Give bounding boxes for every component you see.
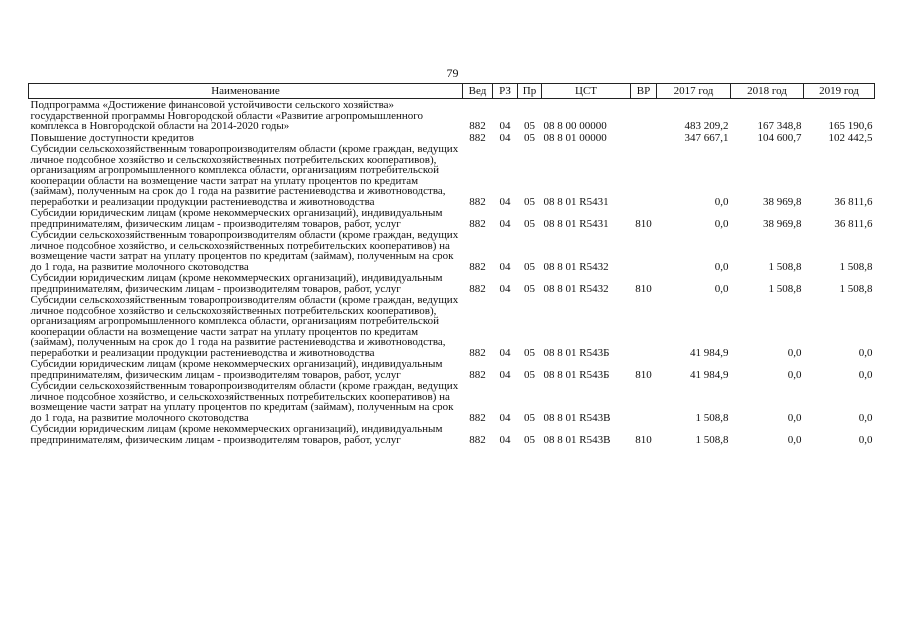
row-rz: 04 xyxy=(499,346,511,359)
header-vr: ВР xyxy=(631,84,657,99)
budget-table xyxy=(28,83,875,445)
row-name: Субсидии юридическим лицам (кроме некоммерческих организаций), индивидуальным предпринимателям, физическим лицам - производителям товаров, работ, услуг xyxy=(30,358,443,381)
row-name: Субсидии сельскохозяйственным товаропроизводителям области (кроме граждан, ведущих личное подсобное хозяйство и сельскохозяйственных потребительских кооперативов), организациям агропромышленного комплекса области, организациям потребительской кооперации области на возмещение части затрат на уплату процентов по кредитам (займам), полученным на срок до 1 года на развитие растениеводства и животноводства, переработки и реализации продукции растениеводства и животноводства xyxy=(30,143,459,208)
row-vr: 810 xyxy=(635,217,652,230)
row-2019: 1 508,8 xyxy=(839,282,873,295)
row-rz: 04 xyxy=(499,195,511,208)
header-2017: 2017 год xyxy=(657,84,731,99)
row-pr: 05 xyxy=(524,368,535,381)
row-ved: 882 xyxy=(469,120,486,132)
row-vr xyxy=(631,380,657,423)
row-2018: 1 508,8 xyxy=(768,282,802,295)
row-2019: 36 811,6 xyxy=(834,217,873,230)
row-rz: 04 xyxy=(499,217,511,230)
row-cst: 08 8 01 00000 xyxy=(543,131,607,144)
row-ved: 882 xyxy=(469,195,486,208)
row-2019: 165 190,6 xyxy=(828,120,873,132)
row-rz: 04 xyxy=(499,260,511,273)
row-ved: 882 xyxy=(469,217,486,230)
header-rz: РЗ xyxy=(493,84,518,99)
row-ved: 882 xyxy=(469,131,486,144)
row-2017: 41 984,9 xyxy=(690,368,729,381)
row-2019: 0,0 xyxy=(858,346,873,359)
row-2019: 0,0 xyxy=(858,433,873,446)
table-row xyxy=(29,99,875,132)
row-2017: 0,0 xyxy=(714,260,729,273)
row-vr xyxy=(631,143,657,207)
row-rz: 04 xyxy=(499,411,511,424)
row-2017: 1 508,8 xyxy=(695,433,729,446)
row-ved: 882 xyxy=(469,260,486,273)
table-row xyxy=(29,229,875,272)
header-pr: Пр xyxy=(518,84,542,99)
row-pr: 05 xyxy=(524,217,535,230)
row-cst: 08 8 01 R5432 xyxy=(543,282,609,295)
row-cst: 08 8 01 R5431 xyxy=(543,195,609,208)
row-cst: 08 8 01 R543В xyxy=(543,433,611,446)
row-ved: 882 xyxy=(469,433,486,446)
row-vr: 810 xyxy=(635,368,652,381)
table-row xyxy=(29,207,875,229)
row-2018: 104 600,7 xyxy=(757,131,802,144)
row-vr xyxy=(631,99,657,132)
row-2017: 0,0 xyxy=(714,195,729,208)
table-row xyxy=(29,272,875,294)
row-2019: 1 508,8 xyxy=(839,260,873,273)
table-row xyxy=(29,380,875,423)
row-cst: 08 8 01 R5432 xyxy=(543,260,609,273)
row-pr: 05 xyxy=(524,120,535,132)
row-2018: 0,0 xyxy=(787,433,802,446)
row-vr: 810 xyxy=(635,433,652,446)
header-name: Наименование xyxy=(29,84,463,99)
row-pr: 05 xyxy=(524,346,535,359)
table-header-row xyxy=(29,84,875,99)
row-pr: 05 xyxy=(524,411,535,424)
table-row xyxy=(29,294,875,358)
row-ved: 882 xyxy=(469,282,486,295)
header-2018: 2018 год xyxy=(731,84,804,99)
row-2019: 0,0 xyxy=(858,411,873,424)
row-rz: 04 xyxy=(499,282,511,295)
row-pr: 05 xyxy=(524,433,535,446)
row-2017: 483 209,2 xyxy=(684,120,729,132)
row-name: Повышение доступности кредитов xyxy=(30,131,194,144)
row-rz: 04 xyxy=(499,120,511,132)
row-2019: 36 811,6 xyxy=(834,195,873,208)
row-2019: 102 442,5 xyxy=(828,131,873,144)
row-ved: 882 xyxy=(469,346,486,359)
row-rz: 04 xyxy=(499,131,511,144)
row-2017: 0,0 xyxy=(714,217,729,230)
row-2018: 0,0 xyxy=(787,368,802,381)
row-ved: 882 xyxy=(469,368,486,381)
row-vr xyxy=(631,229,657,272)
row-pr: 05 xyxy=(524,131,535,144)
row-name: Субсидии сельскохозяйственным товаропроизводителям области (кроме граждан, ведущих личное подсобное хозяйство, и сельскохозяйственных потребительских кооперативов) на возмещение части затрат на уплату процентов по кредитам (займам), полученным на срок до 1 года, на развитие молочного скотоводства xyxy=(30,229,459,273)
page-number: 79 xyxy=(446,66,459,80)
row-cst: 08 8 01 R5431 xyxy=(543,217,609,230)
row-2018: 0,0 xyxy=(787,346,802,359)
table-row xyxy=(29,423,875,445)
header-2019: 2019 год xyxy=(804,84,875,99)
row-2017: 41 984,9 xyxy=(690,346,729,359)
row-pr: 05 xyxy=(524,260,535,273)
row-2019: 0,0 xyxy=(858,368,873,381)
row-rz: 04 xyxy=(499,433,511,446)
row-2017: 347 667,1 xyxy=(684,131,729,144)
table-row xyxy=(29,132,875,144)
row-name: Субсидии юридическим лицам (кроме некоммерческих организаций), индивидуальным предпринимателям, физическим лицам - производителям товаров, работ, услуг xyxy=(30,272,443,295)
row-cst: 08 8 01 R543Б xyxy=(543,368,610,381)
table-row xyxy=(29,143,875,207)
row-cst: 08 8 01 R543Б xyxy=(543,346,610,359)
row-name: Субсидии сельскохозяйственным товаропроизводителям области (кроме граждан, ведущих личное подсобное хозяйство и сельскохозяйственных потребительских кооперативов), организациям агропромышленного комплекса области, организациям потребительской кооперации области на возмещение части затрат на уплату процентов по кредитам (займам), полученным на срок до 1 года на развитие растениеводства и животноводства, переработки и реализации продукции растениеводства и животноводства xyxy=(30,294,459,359)
row-vr: 810 xyxy=(635,282,652,295)
row-name: Субсидии сельскохозяйственным товаропроизводителям области (кроме граждан, ведущих личное подсобное хозяйство, и сельскохозяйственных потребительских кооперативов) на возмещение части затрат на уплату процентов по кредитам (займам), полученным на срок до 1 года, на развитие молочного скотоводства xyxy=(30,380,459,424)
table-row xyxy=(29,358,875,380)
row-2018: 1 508,8 xyxy=(768,260,802,273)
row-name: Субсидии юридическим лицам (кроме некоммерческих организаций), индивидуальным предпринимателям, физическим лицам - производителям товаров, работ, услуг xyxy=(30,207,443,230)
header-ved: Вед xyxy=(463,84,493,99)
row-vr xyxy=(631,132,657,144)
row-2017: 1 508,8 xyxy=(695,411,729,424)
row-2018: 38 969,8 xyxy=(763,217,802,230)
row-2018: 0,0 xyxy=(787,411,802,424)
row-pr: 05 xyxy=(524,195,535,208)
row-pr: 05 xyxy=(524,282,535,295)
row-ved: 882 xyxy=(469,411,486,424)
row-2017: 0,0 xyxy=(714,282,729,295)
row-name: Субсидии юридическим лицам (кроме некоммерческих организаций), индивидуальным предпринимателям, физическим лицам - производителям товаров, работ, услуг xyxy=(30,423,443,446)
row-rz: 04 xyxy=(499,368,511,381)
row-cst: 08 8 01 R543В xyxy=(543,411,611,424)
row-2018: 167 348,8 xyxy=(757,120,802,132)
header-cst: ЦСТ xyxy=(542,84,631,99)
row-name: Подпрограмма «Достижение финансовой устойчивости сельского хозяйства» государственной программы Новгородской области «Развитие агропромышленного комплекса в Новгородской области на 2014-2020 годы» xyxy=(30,99,423,132)
row-vr xyxy=(631,294,657,358)
row-2018: 38 969,8 xyxy=(763,195,802,208)
row-cst: 08 8 00 00000 xyxy=(543,120,607,132)
